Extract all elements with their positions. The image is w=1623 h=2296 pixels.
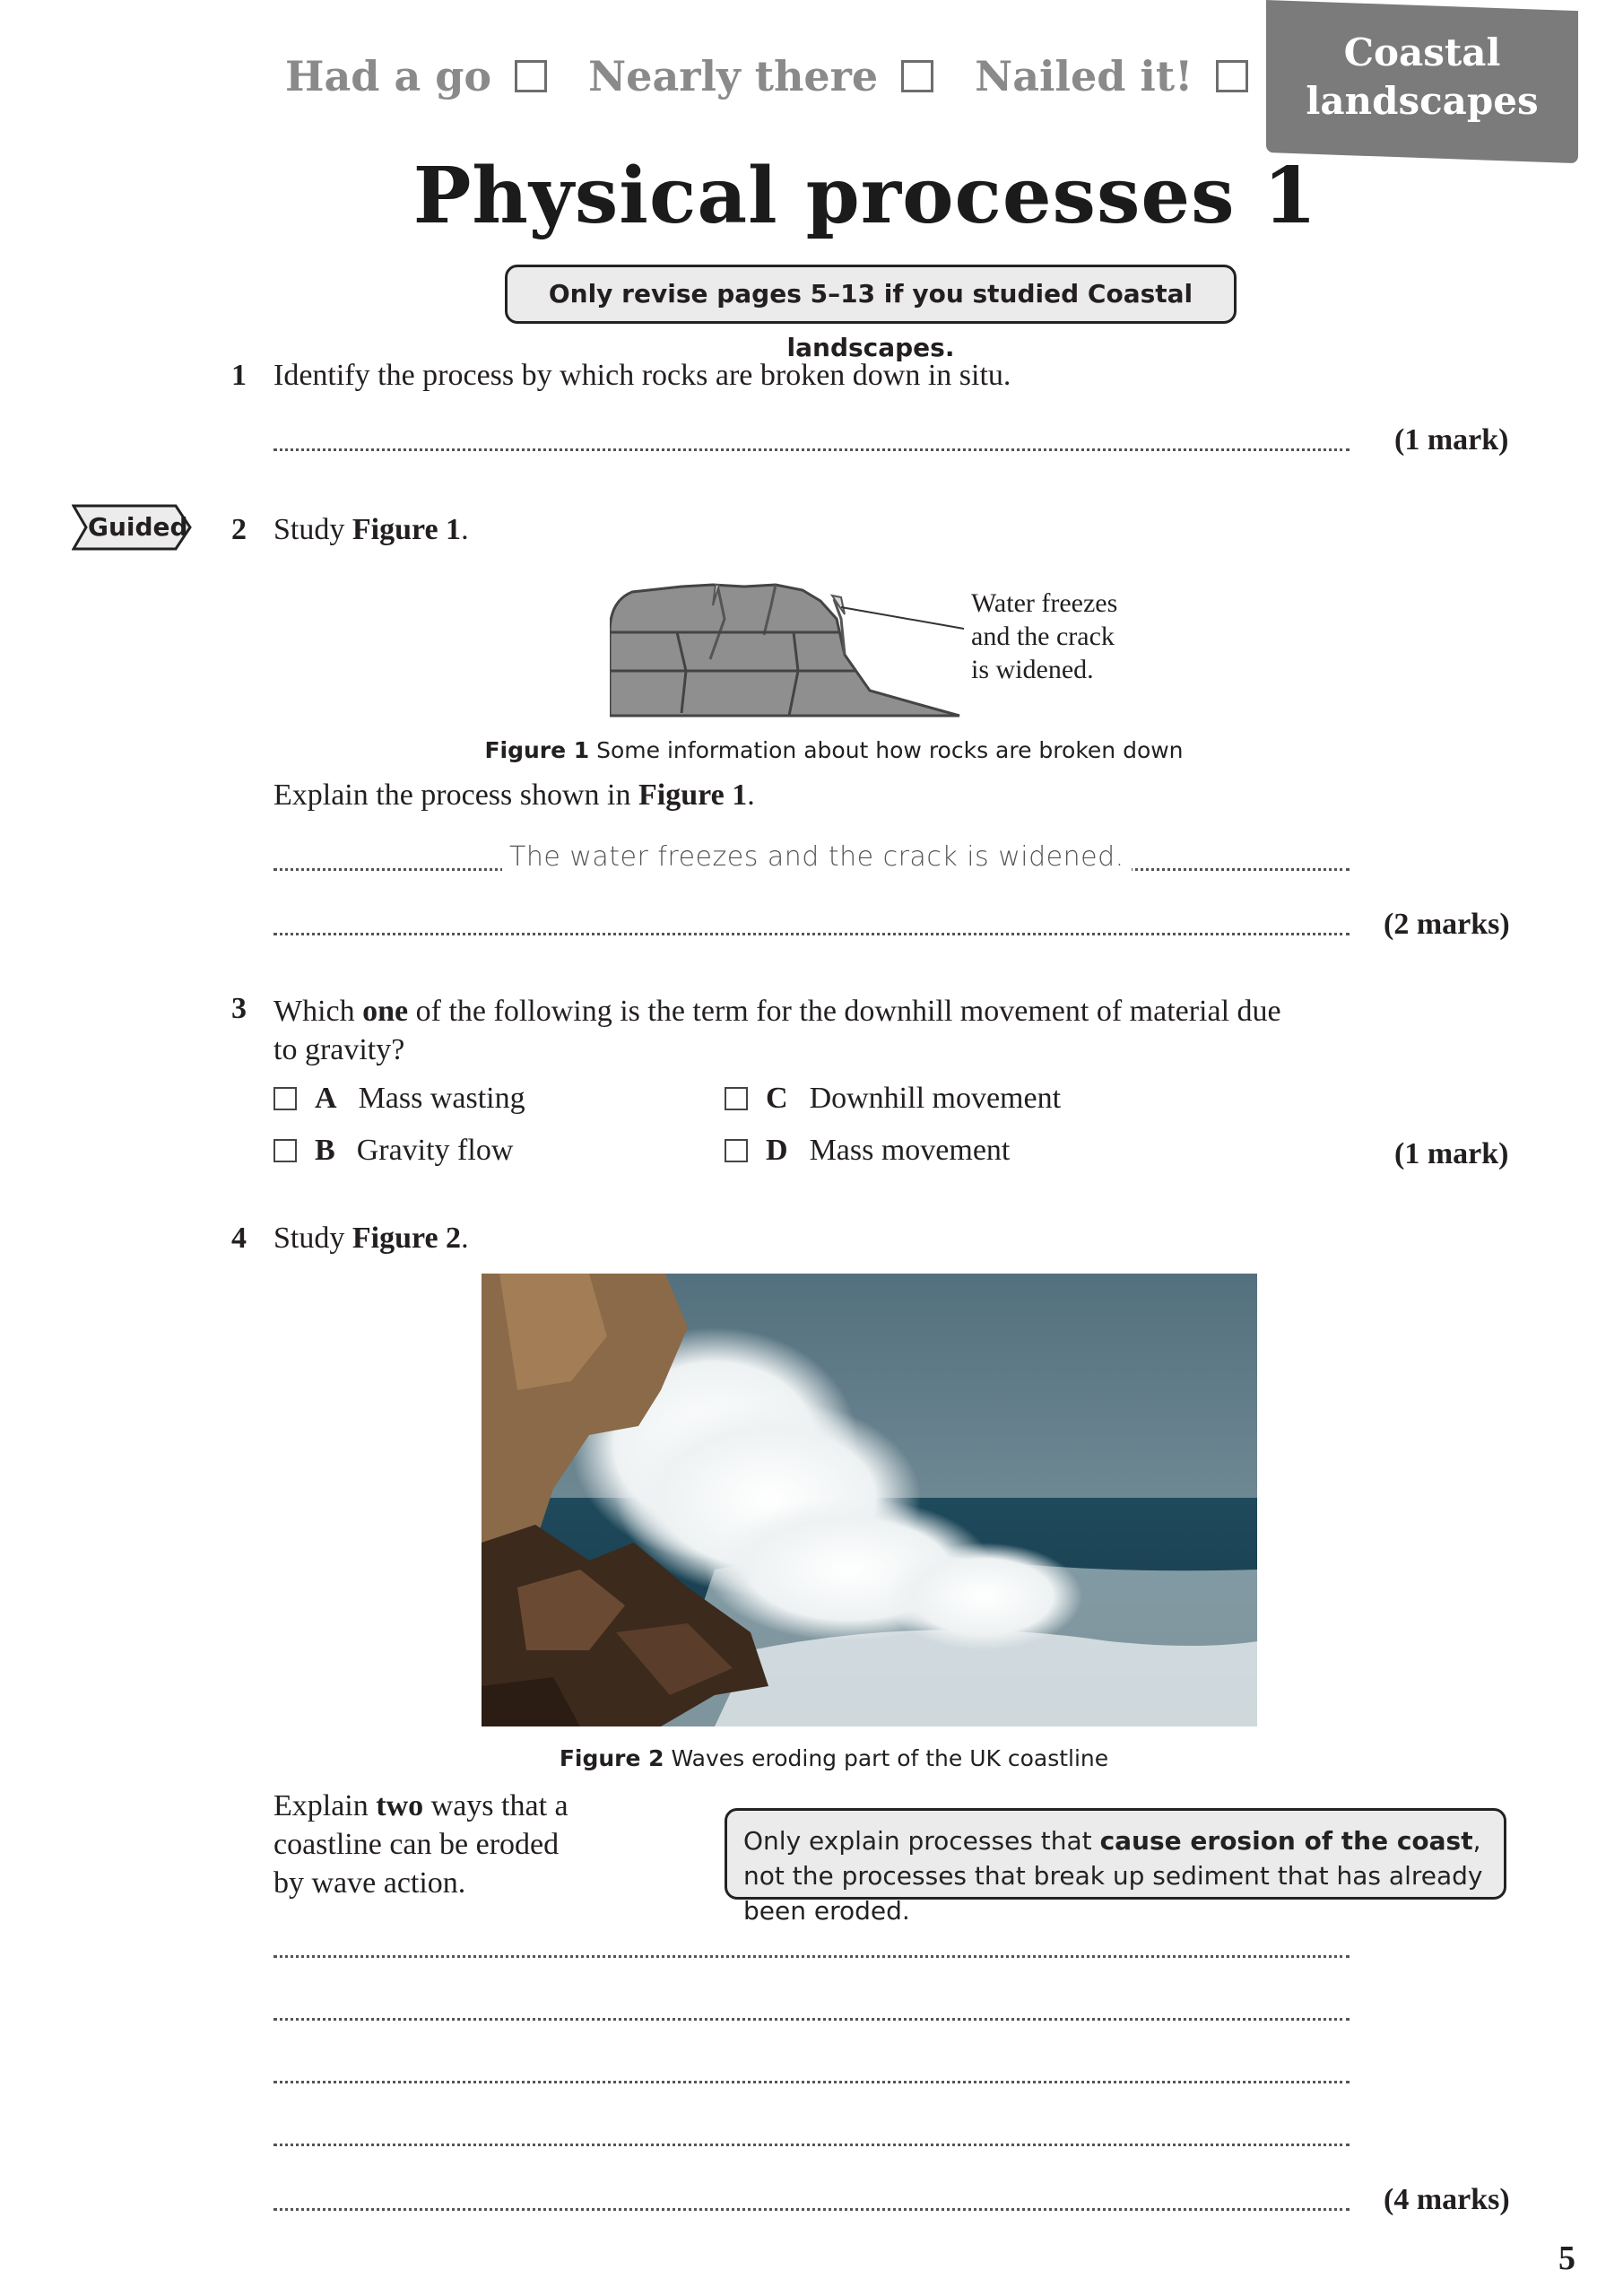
tip-suffix: , not the processes that break up sediment that has already been eroded.	[743, 1826, 1483, 1926]
progress-checkbox[interactable]	[1216, 60, 1248, 92]
q4-answer-line-2[interactable]	[273, 2018, 1350, 2021]
q2-study-prefix: Study	[273, 513, 352, 546]
q4-answer-line-1[interactable]	[273, 1955, 1350, 1958]
figure-1-diagram	[610, 565, 977, 722]
q1-marks: (1 mark)	[1394, 423, 1509, 457]
q3-marks: (1 mark)	[1394, 1137, 1509, 1170]
q4-explain-line3: by wave action.	[273, 1866, 466, 1900]
q2-explain	[273, 778, 755, 813]
q4-explain-bold: two	[376, 1789, 424, 1822]
q3-option-b-checkbox[interactable]	[273, 1139, 297, 1162]
q2-explain-figure: Figure 1	[638, 778, 748, 812]
page-title: Physical processes 1	[412, 151, 1318, 241]
q2-number: 2	[231, 513, 247, 546]
q4-explain-prefix: Explain	[273, 1789, 377, 1822]
revision-notice: Only revise pages 5–13 if you studied Coastal landscapes.	[505, 265, 1237, 324]
q2-study	[273, 513, 469, 547]
tip-prefix: Only explain processes that	[743, 1826, 1100, 1856]
q4-number: 4	[231, 1222, 247, 1255]
figure-2-photo	[482, 1274, 1257, 1726]
q4-study-prefix: Study	[273, 1222, 352, 1255]
q3-option-letter: C	[766, 1082, 788, 1115]
q4-marks: (4 marks)	[1384, 2183, 1510, 2216]
q4-answer-line-5[interactable]	[273, 2208, 1350, 2211]
q3-option-a[interactable]	[273, 1082, 525, 1116]
q3-option-text: Downhill movement	[809, 1082, 1062, 1115]
q3-option-c-checkbox[interactable]	[725, 1087, 748, 1110]
section-tab-line1: Coastal	[1343, 30, 1501, 74]
q3-text-line2: to gravity?	[273, 1033, 405, 1066]
q4-answer-line-4[interactable]	[273, 2144, 1350, 2146]
figure-2-caption-text: Waves eroding part of the UK coastline	[664, 1745, 1109, 1771]
section-tab-line2: landscapes	[1306, 79, 1539, 123]
guided-badge-label: Guided	[88, 512, 188, 542]
rock-block	[610, 585, 959, 716]
q2-marks: (2 marks)	[1384, 908, 1510, 941]
q3-option-letter: D	[766, 1134, 788, 1167]
q3-option-text: Mass wasting	[358, 1082, 525, 1115]
q4-explain-line2: coastline can be eroded	[273, 1828, 560, 1861]
q3-option-letter: A	[315, 1082, 337, 1115]
q3-option-a-checkbox[interactable]	[273, 1087, 297, 1110]
q3-option-d[interactable]	[725, 1134, 1010, 1168]
q3-option-b[interactable]	[273, 1134, 513, 1168]
section-tab-label	[1266, 29, 1578, 126]
q3-text	[273, 992, 1394, 1069]
q4-study-suffix: .	[461, 1222, 469, 1255]
progress-tracker	[285, 52, 1248, 100]
q3-text-prefix: Which	[273, 995, 363, 1028]
q2-handwritten-answer: The water freezes and the crack is widened.	[502, 841, 1132, 873]
figure-1-caption	[430, 737, 1237, 763]
progress-label: Nearly there	[588, 52, 879, 100]
q2-answer-line-2[interactable]	[273, 933, 1350, 935]
annotation-line: Water freezes	[971, 588, 1118, 618]
q1-number: 1	[231, 359, 247, 392]
progress-had-a-go	[285, 52, 588, 100]
q3-option-text: Gravity flow	[356, 1134, 514, 1167]
q3-text-suffix: of the following is the term for the downhill movement of material due	[408, 995, 1281, 1028]
page-number: 5	[1558, 2239, 1575, 2277]
q3-option-letter: B	[315, 1134, 335, 1167]
progress-checkbox[interactable]	[515, 60, 547, 92]
progress-label: Had a go	[285, 52, 492, 100]
q4-explain-suffix: ways that a	[423, 1789, 568, 1822]
exam-tip-box	[725, 1808, 1506, 1926]
q1-answer-line[interactable]	[273, 448, 1350, 451]
q2-explain-suffix: .	[747, 778, 755, 812]
figure-2-caption	[430, 1745, 1237, 1771]
q4-study-figure: Figure 2	[352, 1222, 462, 1255]
q3-number: 3	[231, 992, 247, 1025]
q3-text-bold: one	[362, 995, 409, 1028]
figure-2-caption-label: Figure 2	[559, 1745, 664, 1771]
annotation-line: is widened.	[971, 655, 1094, 684]
q3-option-c[interactable]	[725, 1082, 1061, 1116]
q4-answer-line-3[interactable]	[273, 2081, 1350, 2083]
annotation-line: and the crack	[971, 622, 1115, 651]
progress-label: Nailed it!	[975, 52, 1193, 100]
progress-checkbox[interactable]	[901, 60, 933, 92]
q2-study-figure: Figure 1	[352, 513, 462, 546]
figure-1-caption-label: Figure 1	[484, 737, 590, 763]
progress-nearly-there	[588, 52, 975, 100]
tip-bold: cause erosion of the coast	[1099, 1826, 1473, 1856]
q3-option-text: Mass movement	[809, 1134, 1011, 1167]
q4-study	[273, 1222, 469, 1256]
q2-explain-prefix: Explain the process shown in	[273, 778, 638, 812]
q3-option-d-checkbox[interactable]	[725, 1139, 748, 1162]
figure-1-caption-text: Some information about how rocks are broken down	[589, 737, 1184, 763]
q4-explain-line1	[273, 1787, 568, 1825]
progress-nailed-it	[975, 52, 1248, 100]
figure-1-annotation	[971, 587, 1117, 686]
q4-explain	[273, 1787, 568, 1902]
q2-study-suffix: .	[461, 513, 469, 546]
q1-text: Identify the process by which rocks are broken down in situ.	[273, 359, 1011, 392]
